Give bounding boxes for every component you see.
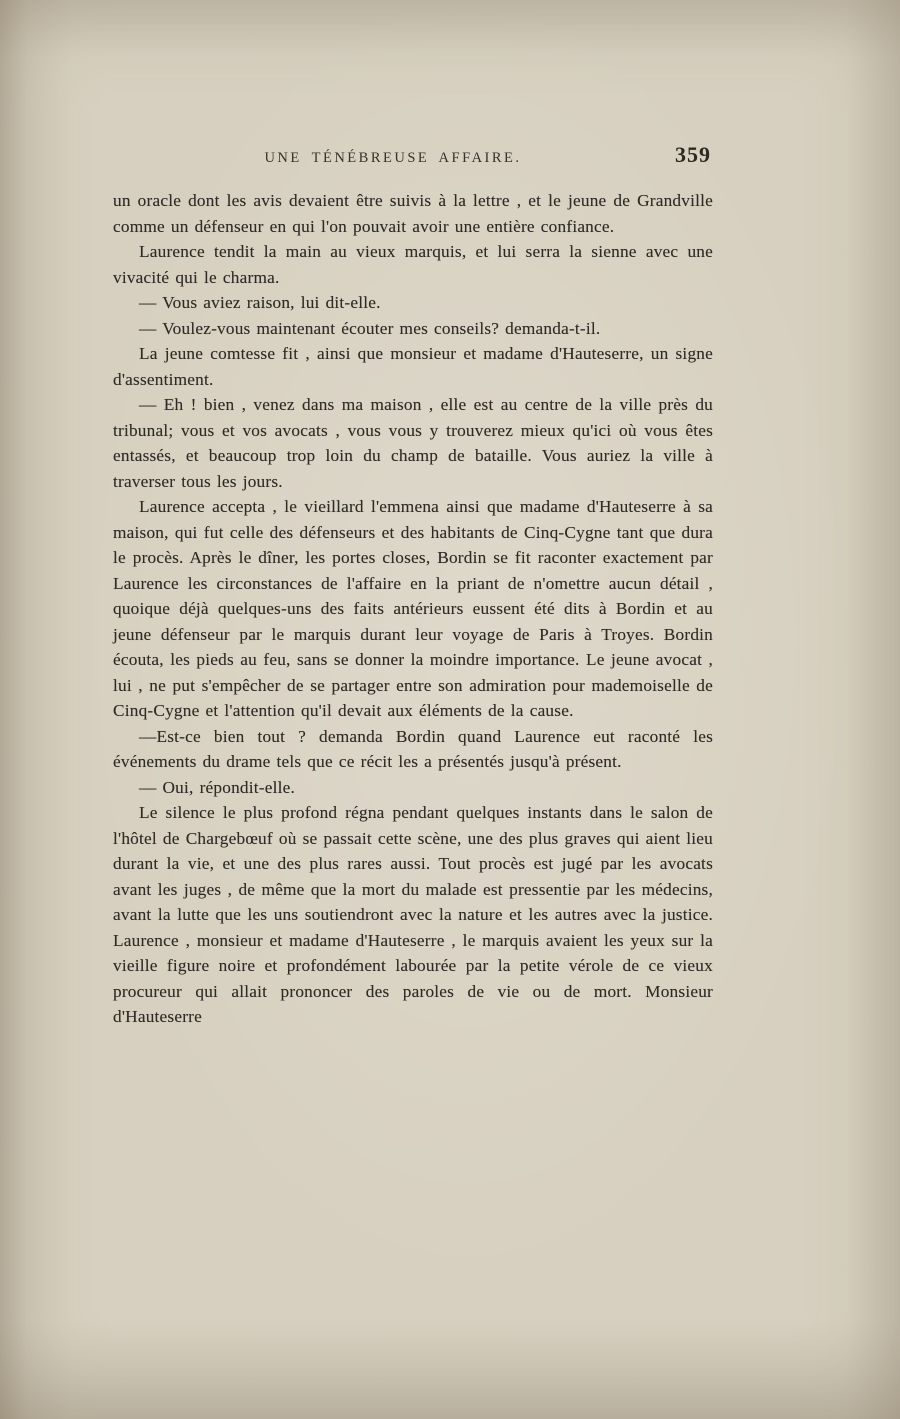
paragraph: La jeune comtesse fit , ainsi que monsieur et madame d'Hauteserre, un signe d'assentiment. [113, 344, 713, 389]
paragraph: Laurence tendit la main au vieux marquis, et lui serra la sienne avec une vivacité qui le charma. [113, 242, 713, 287]
paragraph: Laurence accepta , le vieillard l'emmena ainsi que madame d'Hauteserre à sa maison, qui fut celle des défenseurs et des habitants de Cinq-Cygne tant que dura le procès. Après le dîner, les portes closes, Bordin se fit raconter exactement par Laurence les circonstances de l'affaire en la priant de n'omettre aucun détail , quoique déjà quelques-uns des faits antérieurs eussent été dits à Bordin et au jeune défenseur par le marquis durant leur voyage de Paris à Troyes. Bordin écouta, les pieds au feu, sans se donner la moindre importance. Le jeune avocat , lui , ne put s'empêcher de se partager entre son admiration pour mademoiselle de Cinq-Cygne et l'attention qu'il devait aux éléments de la cause. [113, 497, 713, 720]
paragraph-dialogue: — Oui, répondit-elle. [139, 777, 295, 797]
page-header [113, 142, 713, 176]
paragraph-dialogue: — Eh ! bien , venez dans ma maison , elle est au centre de la ville près du tribunal; vous et vos avocats , vous vous y trouverez mieux qu'ici où vous êtes entassés, et beaucoup trop loin du champ de bataille. Vous auriez la ville à traverser tous les jours. [113, 395, 713, 491]
page-content [113, 142, 713, 1030]
page-body [113, 188, 713, 1030]
paragraph-dialogue: — Voulez-vous maintenant écouter mes conseils? demanda-t-il. [139, 318, 601, 338]
paragraph-dialogue: —Est-ce bien tout ? demanda Bordin quand Laurence eut raconté les événements du drame tels que ce récit les a présentés jusqu'à présent. [113, 726, 713, 771]
paragraph-dialogue: — Vous aviez raison, lui dit-elle. [139, 293, 381, 312]
page-number: 359 [675, 142, 711, 167]
paragraph-continuation: un oracle dont les avis devaient être suivis à la lettre , et le jeune de Grandville comme un défenseur en qui l'on pouvait avoir une entière confiance. [113, 191, 713, 236]
paragraph: Le silence le plus profond régna pendant quelques instants dans le salon de l'hôtel de Chargebœuf où se passait cette scène, une des plus graves qui aient lieu durant la vie, et une des plus rares aussi. Tout procès est jugé par les avocats avant les juges , de même que la mort du malade est pressentie par les médecins, avant la lutte que les uns soutiendront avec la nature et les autres avec la justice. Laurence , monsieur et madame d'Hauteserre , le marquis avaient les yeux sur la vieille figure noire et profondément labourée par la petite vérole de ce vieux procureur qui allait prononcer des paroles de vie ou de mort. Monsieur d'Hauteserre [113, 803, 713, 1026]
running-title: UNE TÉNÉBREUSE AFFAIRE. [264, 150, 522, 166]
